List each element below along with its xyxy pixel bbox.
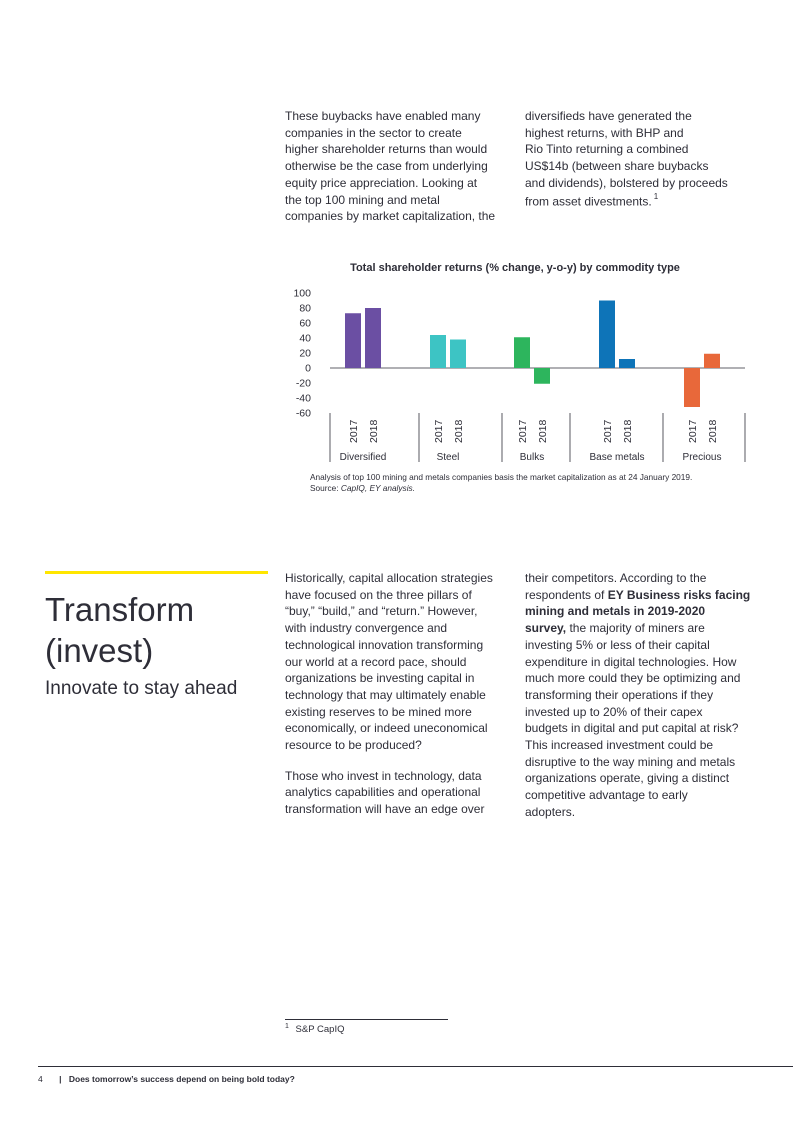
- section-text-line: adopters.: [525, 804, 576, 819]
- chart-source-line: [310, 483, 692, 494]
- intro-text-line: higher shareholder returns than would: [285, 142, 488, 157]
- y-tick-label: 100: [293, 287, 311, 300]
- intro-column-left: [285, 108, 495, 225]
- section-text-line: technological innovation transforming: [285, 637, 484, 652]
- intro-text-line: from asset divestments.: [525, 193, 652, 208]
- section-column-left: [285, 570, 493, 818]
- y-tick-label: 80: [299, 302, 311, 315]
- section-text-line: [525, 603, 750, 620]
- y-tick-label: 0: [305, 362, 311, 375]
- chart-source-text: CapIQ, EY analysis.: [340, 483, 415, 493]
- section-text-run: the majority of miners are: [566, 621, 705, 636]
- bar-diversified-2017: [345, 313, 361, 368]
- footer-separator: |: [59, 1074, 62, 1084]
- section-text-line: investing 5% or less of their capital: [525, 637, 710, 652]
- footnote-reference: 1: [653, 191, 659, 201]
- survey-title-part: survey,: [525, 621, 567, 636]
- bar-precious-2018: [704, 354, 720, 368]
- intro-text-line: diversifieds have generated the: [525, 109, 692, 123]
- y-tick-label: 20: [299, 347, 311, 360]
- section-text-line: Those who invest in technology, data: [285, 768, 482, 783]
- page-number: 4: [38, 1074, 43, 1084]
- section-text-line: transformation will have an edge over: [285, 802, 485, 817]
- section-text-line: Historically, capital allocation strategies: [285, 571, 493, 585]
- bar-base-metals-2017: [599, 301, 615, 369]
- intro-text-line: and dividends), bolstered by proceeds: [525, 175, 728, 190]
- section-text-line: budgets in digital and put capital at risk?: [525, 721, 739, 736]
- shareholder-returns-chart: [285, 285, 755, 470]
- category-label: Base metals: [589, 452, 645, 463]
- year-label: 2018: [537, 419, 549, 443]
- year-label: 2017: [348, 419, 360, 443]
- section-column-right: [525, 570, 750, 821]
- bar-diversified-2018: [365, 308, 381, 368]
- survey-title-part: mining and metals in 2019-2020: [525, 604, 706, 619]
- section-text-line: with industry convergence and: [285, 621, 448, 636]
- bar-steel-2018: [450, 340, 466, 369]
- chart-source-label: Source:: [310, 483, 341, 493]
- footer-title: Does tomorrow’s success depend on being bold today?: [68, 1074, 295, 1084]
- y-tick-label: 60: [299, 317, 311, 330]
- intro-text-line: companies by market capitalization, the: [285, 209, 496, 224]
- footer: [38, 1074, 295, 1084]
- section-heading-line2: (invest): [45, 632, 154, 669]
- bar-bulks-2018: [534, 368, 550, 384]
- section-text-line: [525, 587, 750, 604]
- section-text-line: [525, 620, 750, 637]
- year-label: 2017: [687, 419, 699, 443]
- category-label: Steel: [436, 452, 460, 463]
- intro-text-line: These buybacks have enabled many: [285, 109, 481, 123]
- y-tick-label: -20: [295, 377, 311, 390]
- chart-title: Total shareholder returns (% change, y-o-y) by commodity type: [350, 262, 680, 274]
- section-heading: [45, 589, 194, 671]
- section-subheading: Innovate to stay ahead: [45, 678, 238, 699]
- section-text-line: much more could they be optimizing and: [525, 671, 741, 686]
- section-text-line: organizations operate, giving a distinct: [525, 771, 730, 786]
- year-label: 2018: [453, 419, 465, 443]
- section-text-line: our world at a record pace, should: [285, 654, 467, 669]
- section-text-line: their competitors. According to the: [525, 571, 707, 585]
- year-label: 2018: [368, 419, 380, 443]
- intro-text-line: US$14b (between share buybacks: [525, 159, 709, 174]
- year-label: 2018: [622, 419, 634, 443]
- section-text-line: organizations be investing capital in: [285, 671, 475, 686]
- year-label: 2017: [602, 419, 614, 443]
- survey-title-part: EY Business risks facing: [607, 587, 751, 602]
- section-text-line: disruptive to the way mining and metals: [525, 754, 736, 769]
- intro-text-line: companies in the sector to create: [285, 125, 462, 140]
- year-label: 2018: [707, 419, 719, 443]
- bar-base-metals-2018: [619, 359, 635, 368]
- intro-text-line: equity price appreciation. Looking at: [285, 175, 478, 190]
- category-label: Bulks: [519, 452, 545, 463]
- section-text-line: competitive advantage to early: [525, 788, 688, 803]
- category-label: Diversified: [339, 452, 387, 463]
- section-text-line: transforming their operations if they: [525, 687, 714, 702]
- year-label: 2017: [433, 419, 445, 443]
- bar-bulks-2017: [514, 337, 530, 368]
- footnote: [285, 1023, 344, 1035]
- bar-steel-2017: [430, 335, 446, 368]
- section-text-line: “buy,” “build,” and “return.” However,: [285, 604, 478, 619]
- y-tick-label: -60: [295, 407, 311, 420]
- section-text-line: existing reserves to be mined more: [285, 704, 472, 719]
- section-text-line: expenditure in digital technologies. How: [525, 654, 737, 669]
- intro-text-line: the top 100 mining and metal: [285, 192, 440, 207]
- bar-precious-2017: [684, 368, 700, 407]
- intro-text-line: highest returns, with BHP and: [525, 125, 684, 140]
- footnote-text: S&P CapIQ: [295, 1024, 345, 1036]
- intro-text-line: Rio Tinto returning a combined: [525, 142, 689, 157]
- section-heading-line1: Transform: [45, 591, 195, 628]
- section-text-line: resource to be produced?: [285, 738, 422, 753]
- section-accent-rule: [45, 571, 268, 574]
- y-tick-label: 40: [299, 332, 311, 345]
- chart-caption-line: Analysis of top 100 mining and metals companies basis the market capitalization as at 24 January 2019.: [310, 472, 693, 482]
- section-text-line: technology that may ultimately enable: [285, 687, 486, 702]
- intro-column-right: [525, 108, 728, 210]
- section-text-line: analytics capabilities and operational: [285, 785, 481, 800]
- y-tick-label: -40: [295, 392, 311, 405]
- section-text-line: economically, or indeed uneconomical: [285, 721, 488, 736]
- section-text-line: have focused on the three pillars of: [285, 587, 472, 602]
- footnote-rule: [285, 1019, 448, 1020]
- category-label: Precious: [682, 452, 722, 463]
- footer-rule: [38, 1066, 793, 1067]
- section-text-line: This increased investment could be: [525, 738, 714, 753]
- year-label: 2017: [517, 419, 529, 443]
- section-text-line: invested up to 20% of their capex: [525, 704, 703, 719]
- footnote-marker: 1: [285, 1023, 289, 1030]
- chart-caption: [310, 472, 692, 494]
- section-text-run: respondents of: [525, 587, 608, 602]
- intro-text-line: otherwise be the case from underlying: [285, 159, 488, 174]
